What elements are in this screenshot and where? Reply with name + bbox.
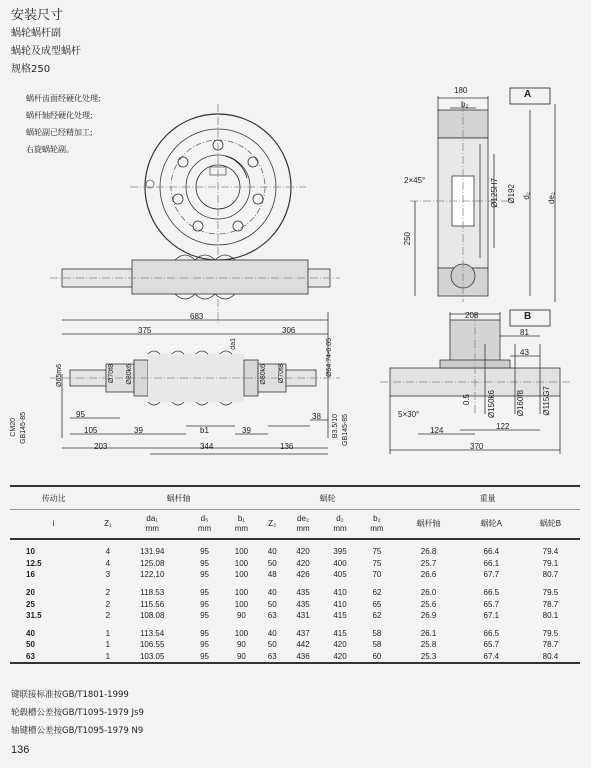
table-cell: 100 [234, 628, 249, 638]
table-row [10, 610, 580, 622]
view-b-label: B [524, 311, 532, 322]
note-2: 蜗杆轴经硬化处理; [26, 111, 93, 120]
table-row [10, 598, 580, 610]
group-worm: 蜗杆轴 [97, 486, 260, 510]
table-cell: 115.56 [140, 599, 165, 609]
table-cell: 95 [200, 547, 209, 557]
dim-160: Ø160f8 [516, 390, 525, 417]
table-cell: 80.1 [542, 611, 559, 621]
table-cell: 62 [372, 588, 382, 598]
dim-105: 105 [84, 426, 98, 435]
table-cell: 62 [372, 611, 382, 621]
dim-115: Ø115G7 [542, 386, 551, 416]
table-cell: 66.4 [483, 547, 500, 557]
table-cell: 1 [105, 628, 111, 638]
column-header-unit: mm [197, 524, 212, 533]
note-4: 右旋蜗轮副。 [26, 145, 74, 154]
notes-block [26, 90, 101, 158]
table-cell: 95 [200, 588, 209, 598]
group-wheel: 蜗轮 [260, 486, 395, 510]
dim-70a: Ø70f8 [108, 364, 115, 384]
column-header-label: d₂ [336, 514, 344, 523]
table-cell: 12.5 [26, 558, 42, 568]
table-cell: 95 [200, 599, 209, 609]
table-cell: 70 [372, 570, 382, 580]
table-cell: 95 [200, 611, 209, 621]
table-cell: 95 [200, 570, 209, 580]
column-header-label: b₂ [373, 514, 381, 523]
table-cell: 50 [267, 640, 277, 650]
dim-6474: Ø64.74-0.05 [326, 338, 333, 377]
table-cell: 75 [372, 547, 382, 557]
table-cell: 25 [26, 599, 35, 609]
table-cell: 26.9 [420, 611, 437, 621]
spacer-cell [10, 539, 580, 546]
dim-b2: b₂ [461, 100, 469, 109]
column-header-label: Z₁ [104, 519, 112, 528]
table-cell: 58 [372, 640, 382, 650]
table-cell: 48 [267, 570, 277, 580]
table-cell: 40 [26, 628, 35, 638]
table-cell: 40 [267, 588, 277, 598]
table-cell: 75 [372, 558, 382, 568]
column-header-label: 蜗轮A [480, 519, 502, 528]
table-row [10, 628, 580, 640]
dim-192: Ø192 [507, 184, 516, 204]
table-spacer [10, 539, 580, 546]
table-cell: 63 [267, 652, 277, 662]
table-cell: 63 [267, 611, 277, 621]
table-cell: 40 [267, 628, 277, 638]
table-cell: 66.1 [483, 558, 500, 568]
table-cell: 108.08 [139, 611, 165, 621]
table-cell: 90 [236, 611, 246, 621]
table-cell: 65.7 [483, 640, 500, 650]
column-header [10, 510, 97, 540]
table-cell: 60 [372, 652, 382, 662]
table-cell: 1 [105, 652, 111, 662]
table-cell: 25.3 [420, 652, 437, 662]
table-cell: 95 [200, 558, 209, 568]
table-cell: 410 [333, 588, 347, 598]
table-cell: 100 [234, 558, 249, 568]
column-header [521, 510, 580, 540]
dim-b1: b1 [200, 426, 209, 435]
table-cell: 25.6 [420, 599, 437, 609]
table-cell: 80.7 [542, 570, 559, 580]
table-cell: 80.4 [542, 652, 559, 662]
dim-65: Ø65m6 [56, 364, 63, 387]
dim-136: 136 [280, 442, 294, 451]
table-cell: 100 [234, 599, 249, 609]
column-header [118, 510, 186, 540]
table-header-row [10, 510, 580, 540]
dim-95: 95 [76, 410, 85, 419]
group-ratio: 传动比 [10, 486, 97, 510]
column-header [97, 510, 118, 540]
table-cell: 26.8 [420, 547, 437, 557]
table-cell: 79.4 [542, 547, 559, 557]
table-cell: 90 [236, 640, 246, 650]
table-row [10, 639, 580, 651]
dim-05: 0.5 [462, 394, 471, 406]
subtitle-spec: 规格250 [11, 64, 51, 75]
column-header-label: 蜗杆轴 [416, 519, 441, 528]
table-cell: 2 [105, 611, 111, 621]
column-header-label: i [52, 519, 55, 528]
column-header-label: Z₂ [268, 519, 277, 528]
table-cell: 100 [234, 588, 249, 598]
table-cell: 420 [296, 547, 310, 557]
dim-122: 122 [496, 422, 510, 431]
dim-203: 203 [94, 442, 108, 451]
dim-683: 683 [190, 312, 204, 321]
dim-81: 81 [520, 328, 529, 337]
column-header-unit: mm [145, 524, 159, 533]
technical-drawing [10, 84, 580, 472]
table-cell: 95 [200, 640, 209, 650]
dim-344: 344 [200, 442, 214, 451]
spec-table [10, 485, 580, 664]
subtitle-1: 蜗轮蜗杆副 [11, 28, 61, 39]
column-header-label: d₅ [200, 514, 209, 523]
label-b35: B3.5/10 [332, 414, 339, 439]
table-cell: 4 [105, 547, 111, 557]
table-cell: 122.10 [139, 570, 165, 580]
table-row [10, 558, 580, 570]
table-cell: 78.7 [542, 599, 559, 609]
table-cell: 415 [333, 611, 347, 621]
column-header-unit: mm [234, 524, 249, 533]
table-row [10, 569, 580, 581]
column-header-label: b₁ [237, 514, 246, 523]
table-cell: 3 [105, 570, 111, 580]
dim-43: 43 [520, 348, 529, 357]
table-cell: 431 [296, 611, 310, 621]
footer-note-1: 键联接标准按GB/T1801-1999 [11, 690, 129, 700]
table-cell: 25.8 [420, 640, 437, 650]
dim-de2: de₂ [547, 192, 556, 205]
table-cell: 420 [333, 640, 347, 650]
column-header-label: de₂ [297, 514, 310, 523]
column-header-label: 蜗轮B [539, 519, 562, 528]
dim-306: 306 [282, 326, 296, 335]
column-header [285, 510, 322, 540]
dim-208: 208 [465, 311, 479, 320]
table-cell: 65 [372, 599, 382, 609]
dim-80a: Ø80k6 [126, 364, 133, 385]
table-cell: 90 [236, 652, 246, 662]
table-cell: 103.05 [139, 652, 165, 662]
table-cell: 79.5 [542, 588, 559, 598]
table-cell: 131.94 [139, 547, 165, 557]
table-cell: 426 [296, 570, 310, 580]
table-cell: 40 [267, 547, 277, 557]
table-group-row [10, 486, 580, 510]
column-header [223, 510, 260, 540]
table-cell: 79.5 [542, 628, 559, 638]
table-cell: 63 [26, 652, 35, 662]
dim-80b: Ø80k6 [260, 364, 267, 385]
table-cell: 31.5 [26, 611, 42, 621]
dim-bore: Ø125H7 [490, 178, 499, 208]
dim-d2: d₂ [522, 192, 531, 200]
column-header-label: da₁ [146, 514, 159, 523]
table-cell: 67.7 [483, 570, 500, 580]
dim-chamfer-a: 2×45° [404, 176, 426, 185]
table-cell: 10 [26, 547, 35, 557]
group-weight: 重量 [395, 486, 580, 510]
table-cell: 26.1 [420, 628, 437, 638]
footer-note-2: 轮毂槽公差按GB/T1095-1979 Js9 [11, 708, 144, 718]
view-a-label: A [524, 89, 532, 100]
table-cell: 436 [296, 652, 310, 662]
table-cell: 100 [234, 570, 249, 580]
dim-250: 250 [403, 232, 412, 246]
table-cell: 2 [105, 588, 111, 598]
table-cell: 26.6 [420, 570, 437, 580]
column-header [462, 510, 521, 540]
note-3: 蜗轮副已经精加工; [26, 128, 93, 137]
dim-38: 38 [312, 412, 321, 421]
dim-39b: 39 [242, 426, 251, 435]
table-cell: 2 [105, 599, 111, 609]
table-cell: 25.7 [420, 558, 437, 568]
table-cell: 26.0 [420, 588, 437, 598]
dim-370: 370 [470, 442, 484, 451]
table-cell: 437 [296, 628, 310, 638]
dim-39a: 39 [134, 426, 143, 435]
column-header-unit: mm [333, 524, 347, 533]
dim-150: Ø150k6 [487, 390, 496, 419]
dim-180: 180 [454, 86, 468, 95]
column-header [322, 510, 359, 540]
table-cell: 420 [296, 558, 310, 568]
table-cell: 66.5 [483, 588, 500, 598]
page-title: 安装尺寸 [11, 8, 64, 23]
table-cell: 106.55 [139, 640, 165, 650]
subtitle-2: 蜗轮及成型蜗杆 [11, 46, 81, 57]
dim-70b: Ø70f8 [278, 364, 285, 384]
table-cell: 395 [333, 547, 347, 557]
table-cell: 66.5 [483, 628, 500, 638]
table-cell: 410 [333, 599, 347, 609]
table-cell: 65.7 [483, 599, 500, 609]
table-cell: 50 [267, 599, 277, 609]
column-header [359, 510, 396, 540]
label-gb2: GB145-85 [342, 414, 349, 446]
dim-375: 375 [138, 326, 152, 335]
table-cell: 20 [26, 588, 35, 598]
dim-124: 124 [430, 426, 444, 435]
table-cell: 58 [372, 628, 382, 638]
table-row [10, 651, 580, 664]
table-cell: 95 [200, 628, 209, 638]
table-cell: 16 [26, 570, 35, 580]
column-header-unit: mm [296, 524, 310, 533]
table-cell: 1 [105, 640, 111, 650]
page-number: 136 [11, 744, 30, 756]
table-cell: 50 [267, 558, 277, 568]
table-cell: 435 [296, 599, 310, 609]
column-header-unit: mm [370, 524, 384, 533]
table-cell: 100 [234, 547, 249, 557]
column-header [186, 510, 223, 540]
label-cm20: CM20 [10, 418, 17, 437]
table-cell: 78.7 [542, 640, 559, 650]
table-cell: 79.1 [542, 558, 559, 568]
table-row [10, 587, 580, 599]
table-cell: 50 [26, 640, 35, 650]
table-cell: 415 [333, 628, 347, 638]
table-cell: 420 [333, 652, 347, 662]
table-cell: 67.1 [483, 611, 500, 621]
table-cell: 95 [200, 652, 209, 662]
label-gb1: GB145-85 [20, 412, 27, 444]
column-header [395, 510, 461, 540]
table-row [10, 546, 580, 558]
table-cell: 4 [105, 558, 111, 568]
table-cell: 400 [333, 558, 347, 568]
dim-da1: da1 [230, 338, 237, 350]
dim-chamfer-b: 5×30° [398, 410, 420, 419]
column-header [260, 510, 285, 540]
table-cell: 405 [333, 570, 347, 580]
table-cell: 67.4 [483, 652, 500, 662]
table-cell: 442 [296, 640, 310, 650]
note-1: 蜗杆齿面经硬化处理; [26, 94, 101, 103]
table-cell: 113.54 [140, 628, 165, 638]
table-cell: 118.53 [140, 588, 165, 598]
table-cell: 435 [296, 588, 310, 598]
table-cell: 125.08 [139, 558, 165, 568]
footer-note-3: 轴键槽公差按GB/T1095-1979 N9 [11, 726, 144, 736]
table-body [10, 539, 580, 663]
